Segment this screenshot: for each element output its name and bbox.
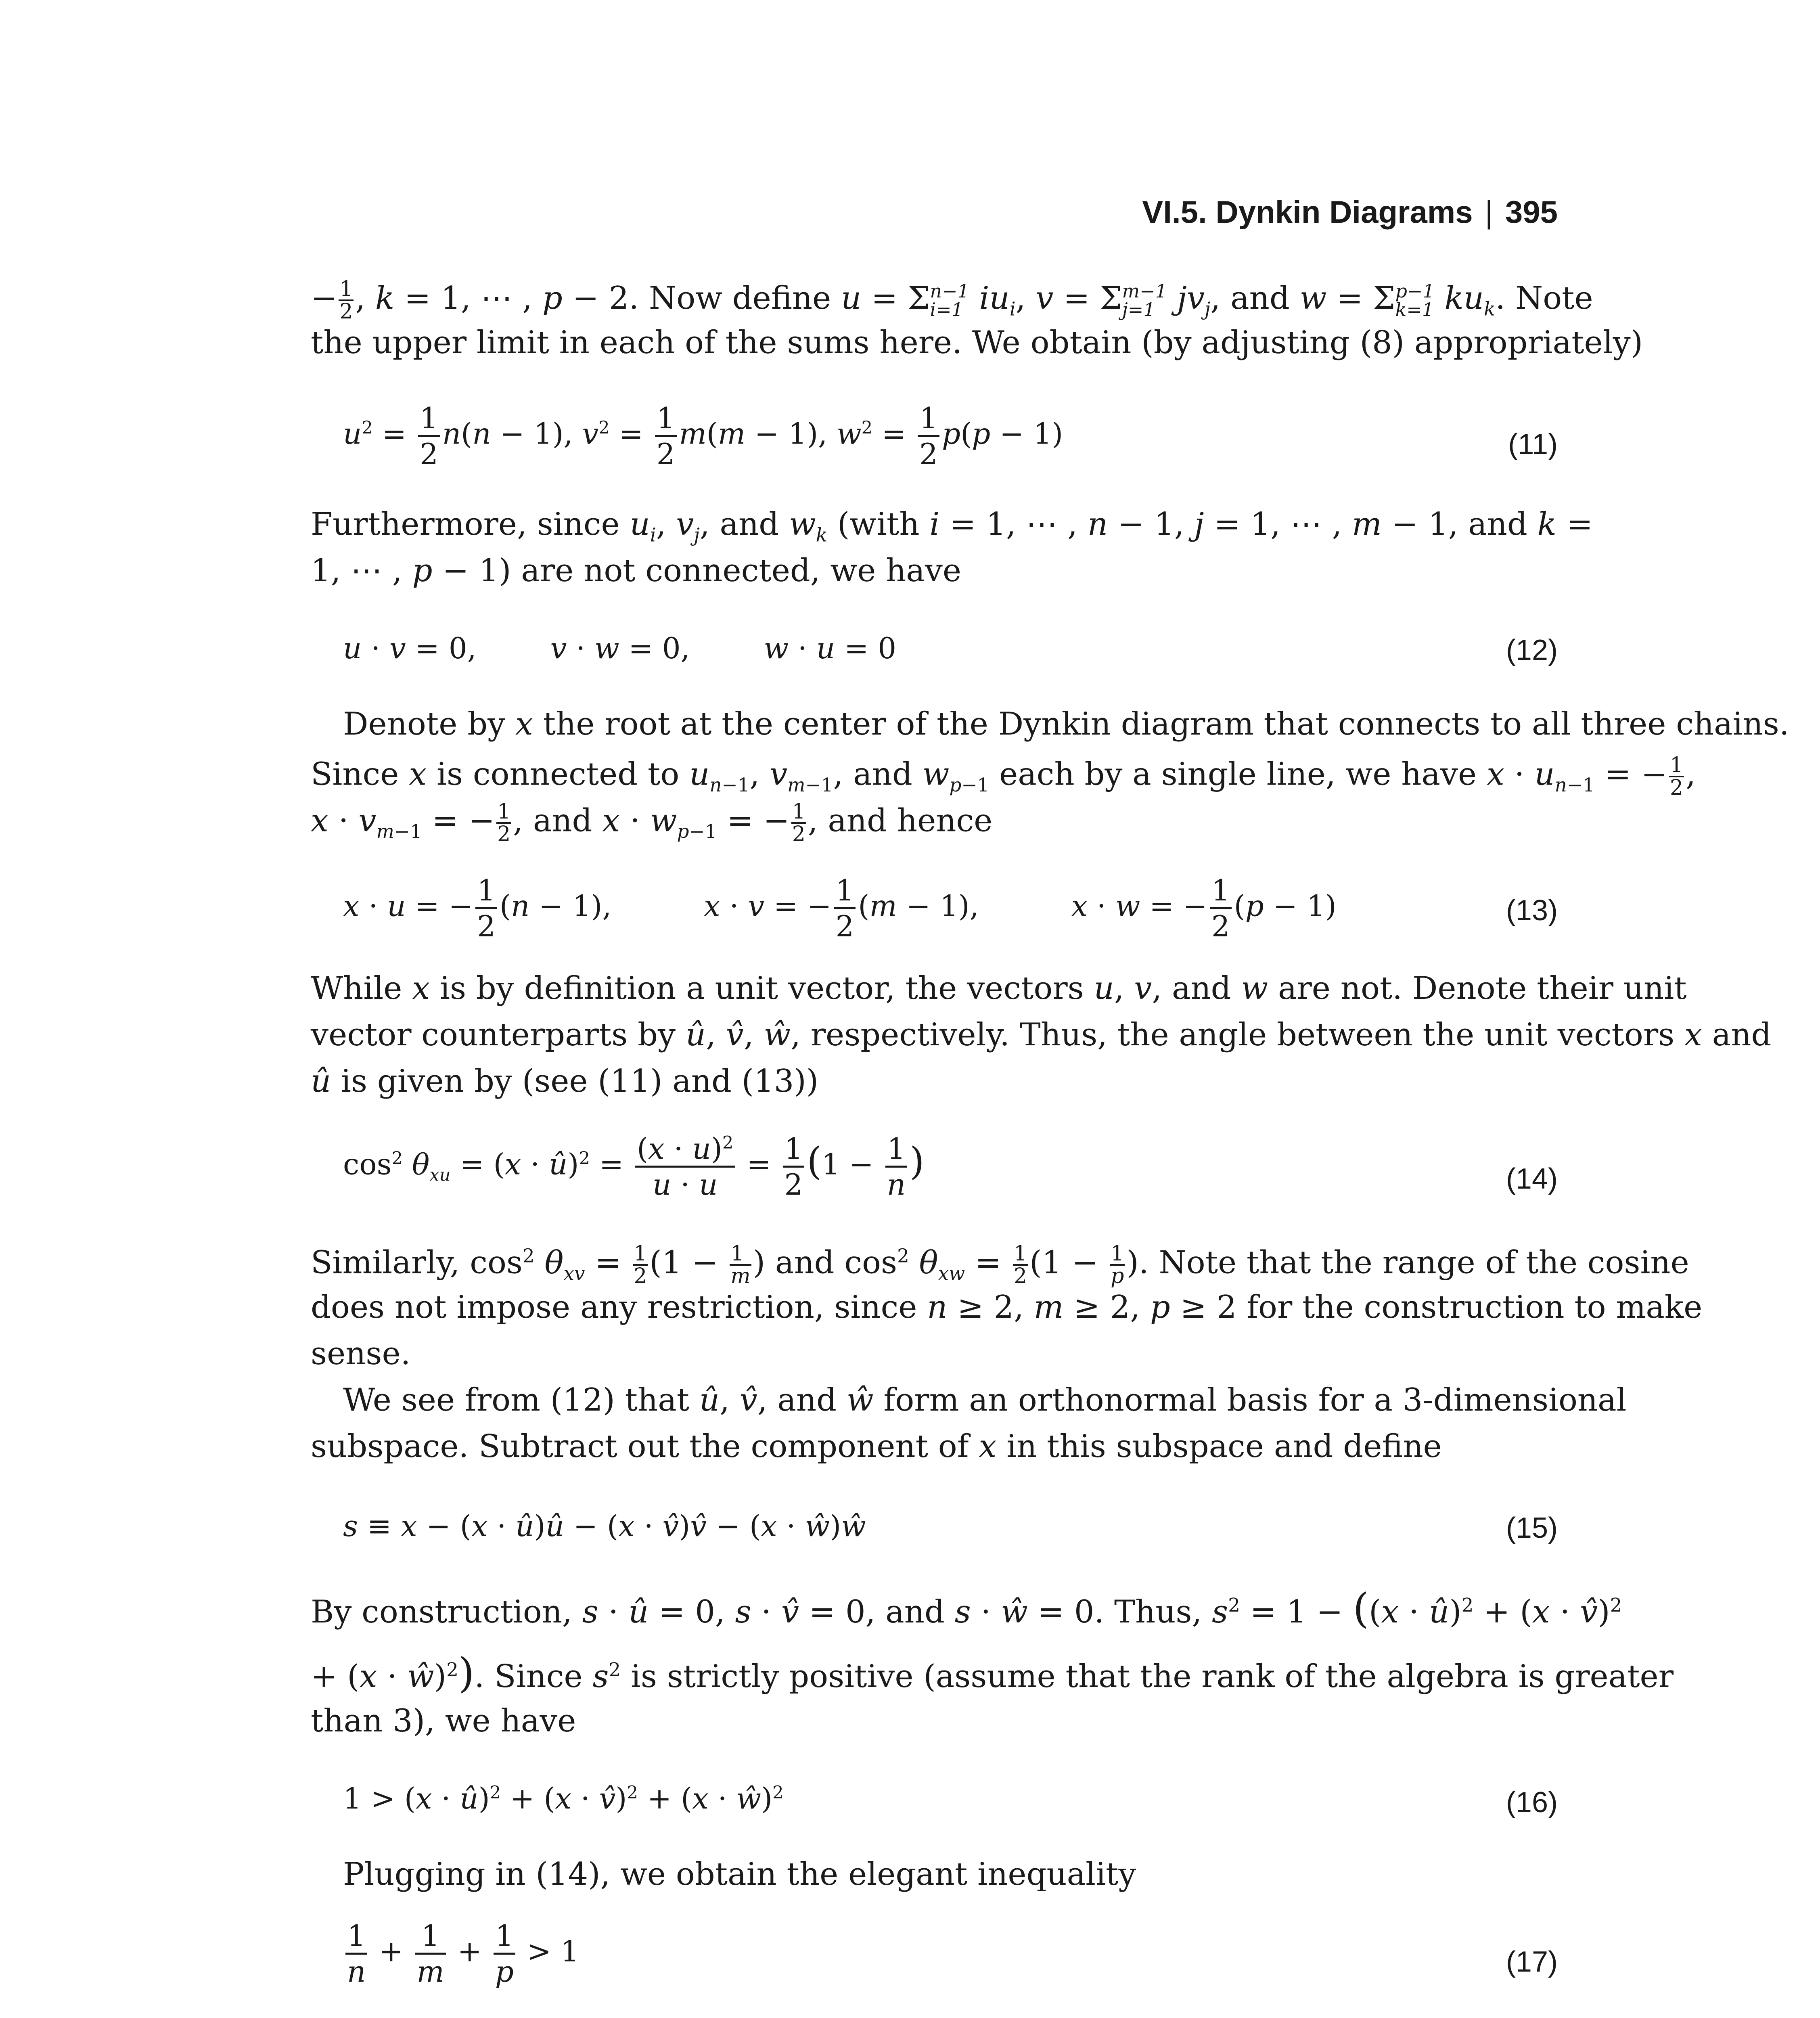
equation-13: x · u = − $\frac{1}{2}$ (n − 1), x · v = − $\frac{1}{2}$ (m − 1), x · w = − $\frac{1}{2}$ (p − 1) [343,873,1337,943]
equation-17: $\frac{1}{n}$ + $\frac{1}{m}$ + $\frac{1}{p}$ > 1 [343,1921,579,1986]
equation-16-number: (16) [1506,1786,1558,1819]
p5-line3: sense. [311,1336,411,1372]
p4-line2: vector counterparts by û, v̂, ŵ, respectively. Thus, the angle between the unit vectors x and [311,1017,1772,1053]
equation-15: s ≡ x − (x · û)û − (x · v̂)v̂ − (x · ŵ)ŵ [343,1509,866,1543]
p3-line3: $x \cdot v_{m-1}$ = − $\frac{1}{2}$ , and $x \cdot w_{p-1}$ = − $\frac{1}{2}$ , and hence [311,800,993,846]
equation-16: 1 > (x · û)$^2$ + (x · v̂)$^2$ + (x · ŵ)$^2$ [343,1781,784,1815]
p2-line1: Furthermore, since $u_i$, $v_j$, and $w_k$ (with i = 1, ⋯ , n − 1, j = 1, ⋯ , m − 1, and k = [311,506,1593,546]
equation-15-number: (15) [1506,1512,1558,1544]
equation-11-number: (11) [1508,428,1558,461]
p5-line1: Similarly, $\cos^2 \theta_{xv}$ = $\frac{1}{2}$ (1 − $\frac{1}{m}$ ) and $\cos^2 \theta_{xw}$ = $\frac{1}{2}$ (1 − $\frac{1}{p}$ ). Note that the range of the cosine [311,1241,1689,1288]
p7-line1: By construction, s · û = 0, s · v̂ = 0, and s · ŵ = 0. Thus, $s^2 = 1 - ((x$ · û)$^2$ + (x · v̂)$^2$ [311,1585,1622,1632]
p4-line3: û is given by (see (11) and (13)) [311,1063,819,1099]
p8-line1: Plugging in (14), we obtain the elegant inequality [343,1856,1136,1892]
p2-line2: 1, ⋯ , p − 1) are not connected, we have [311,553,962,589]
equation-13-number: (13) [1506,894,1558,927]
header-separator: | [1485,194,1493,230]
p7-line2: + (x · ŵ)$^2$). Since $s^2$ is strictly positive (assume that the rank of the algebra is greater [311,1649,1674,1697]
p7-line3: than 3), we have [311,1703,576,1739]
p6-line2: subspace. Subtract out the component of x in this subspace and define [311,1428,1442,1465]
page-number: 395 [1505,194,1558,230]
section-title: VI.5. Dynkin Diagrams [1142,194,1473,230]
equation-11: $u^2$ = $\frac{1}{2}$ n(n − 1), $v^2$ = $\frac{1}{2}$ m(m − 1), $w^2$ = $\frac{1}{2}$ p(p − 1) [343,401,1063,471]
p3-line2: Since x is connected to $u_{n-1}$, $v_{m-1}$, and $w_{p-1}$ each by a single line, we have $x \cdot u_{n-1}$ = − $\frac{1}{2}$ , [311,753,1696,800]
equation-12-number: (12) [1506,634,1558,666]
p4-line1: While x is by definition a unit vector, the vectors u, v, and w are not. Denote their unit [311,970,1687,1007]
p6-line1: We see from (12) that û, v̂, and ŵ form an orthonormal basis for a 3-dimensional [343,1382,1627,1418]
equation-14-number: (14) [1506,1163,1558,1195]
equation-14: $\cos^2 \theta_{xu} = (x$ · û)$^2$ = $\frac{(x \cdot u)^2}{u \cdot u}$ = $\frac{1}{2}$ (1 − $\frac{1}{n}$ ) [343,1132,925,1202]
equation-12: u · v = 0, v · w = 0, w · u = 0 [343,631,897,665]
p5-line2: does not impose any restriction, since n ≥ 2, m ≥ 2, p ≥ 2 for the construction to make [311,1289,1703,1325]
p1-line1-text: − $\frac{1}{2}$ , k = 1, ⋯ , p − 2. Now define u = Σn−1 i=1 $iu_i$, v = Σm−1 j=1 $jv_j$, and w = Σp−1 k=1 $ku_k$. Note [311,277,1593,324]
p1-line1 [311,277,1593,324]
equation-17-number: (17) [1506,1946,1558,1978]
p1-line2: the upper limit in each of the sums here. We obtain (by adjusting (8) appropriately) [311,324,1643,361]
p3-line1: Denote by x the root at the center of the Dynkin diagram that connects to all three chains. [343,706,1789,742]
running-head [1142,194,1558,230]
